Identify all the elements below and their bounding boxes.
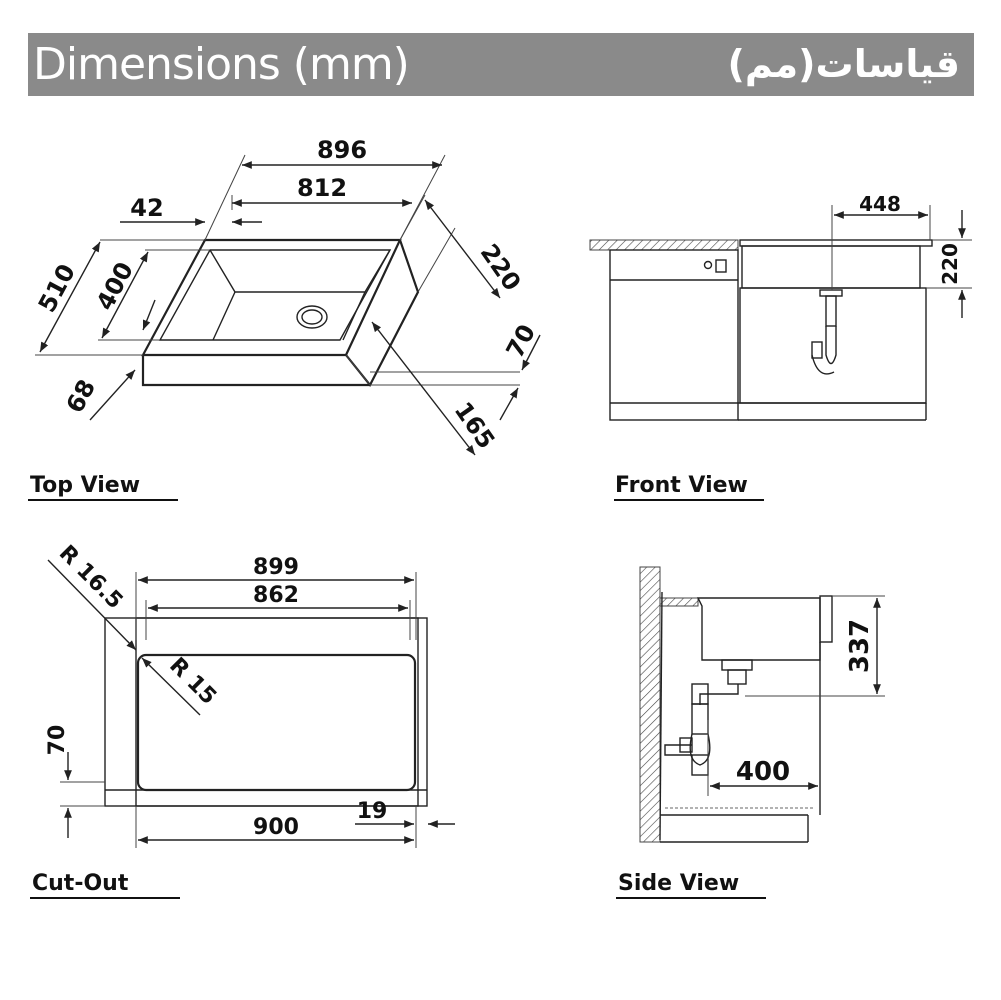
trap-side bbox=[700, 684, 738, 705]
cut-out-label: Cut-Out bbox=[32, 871, 129, 896]
front-view-label: Front View bbox=[615, 473, 748, 498]
cutout-outer bbox=[105, 618, 427, 806]
countertop-side bbox=[660, 598, 698, 606]
wall bbox=[640, 567, 660, 842]
sink-basin-side bbox=[698, 598, 820, 660]
drain-front bbox=[820, 290, 842, 296]
dim-812: 812 bbox=[296, 174, 348, 202]
dim-r16-5: R 16.5 bbox=[53, 540, 128, 615]
dim-165: 165 bbox=[448, 396, 501, 454]
dim-42: 42 bbox=[130, 194, 164, 222]
dim-900: 900 bbox=[253, 815, 299, 840]
sink-side bbox=[346, 240, 418, 385]
dim-220: 220 bbox=[474, 238, 527, 296]
dim-r15: R 15 bbox=[164, 653, 221, 710]
dim-70-top: 70 bbox=[500, 319, 542, 363]
front-view bbox=[590, 192, 972, 500]
left-cabinet bbox=[610, 250, 738, 420]
dim-862: 862 bbox=[253, 583, 299, 608]
sink-bowl-edges bbox=[210, 250, 390, 292]
side-view-label: Side View bbox=[618, 871, 740, 896]
side-view bbox=[616, 567, 885, 898]
dim-337: 337 bbox=[845, 618, 875, 674]
dim-19: 19 bbox=[356, 799, 388, 824]
dim-448: 448 bbox=[859, 192, 901, 216]
cutout-frame bbox=[136, 618, 418, 806]
sink-cabinet-front bbox=[740, 288, 926, 403]
sink-apron bbox=[143, 355, 370, 385]
dim-400: 400 bbox=[90, 257, 140, 315]
drain-side bbox=[722, 660, 752, 670]
dim-896: 896 bbox=[316, 136, 368, 164]
title-english: Dimensions (mm) bbox=[33, 39, 409, 90]
dim-70-cutout: 70 bbox=[45, 724, 70, 756]
top-view bbox=[28, 136, 541, 500]
dim-899: 899 bbox=[253, 555, 299, 580]
top-view-label: Top View bbox=[30, 473, 141, 498]
countertop bbox=[590, 240, 738, 250]
sink-basin-front bbox=[742, 246, 920, 288]
dim-510: 510 bbox=[32, 259, 82, 317]
trap-front bbox=[826, 326, 836, 364]
sink-rim bbox=[143, 240, 400, 355]
cut-out-view bbox=[30, 541, 455, 898]
dim-220-front: 220 bbox=[938, 243, 962, 285]
sink-bowl-top bbox=[160, 250, 390, 340]
dim-68: 68 bbox=[60, 374, 102, 418]
title-arabic: قياسات(مم) bbox=[727, 42, 960, 86]
sink-rim-front bbox=[740, 240, 932, 246]
dim-400-side: 400 bbox=[735, 757, 791, 787]
